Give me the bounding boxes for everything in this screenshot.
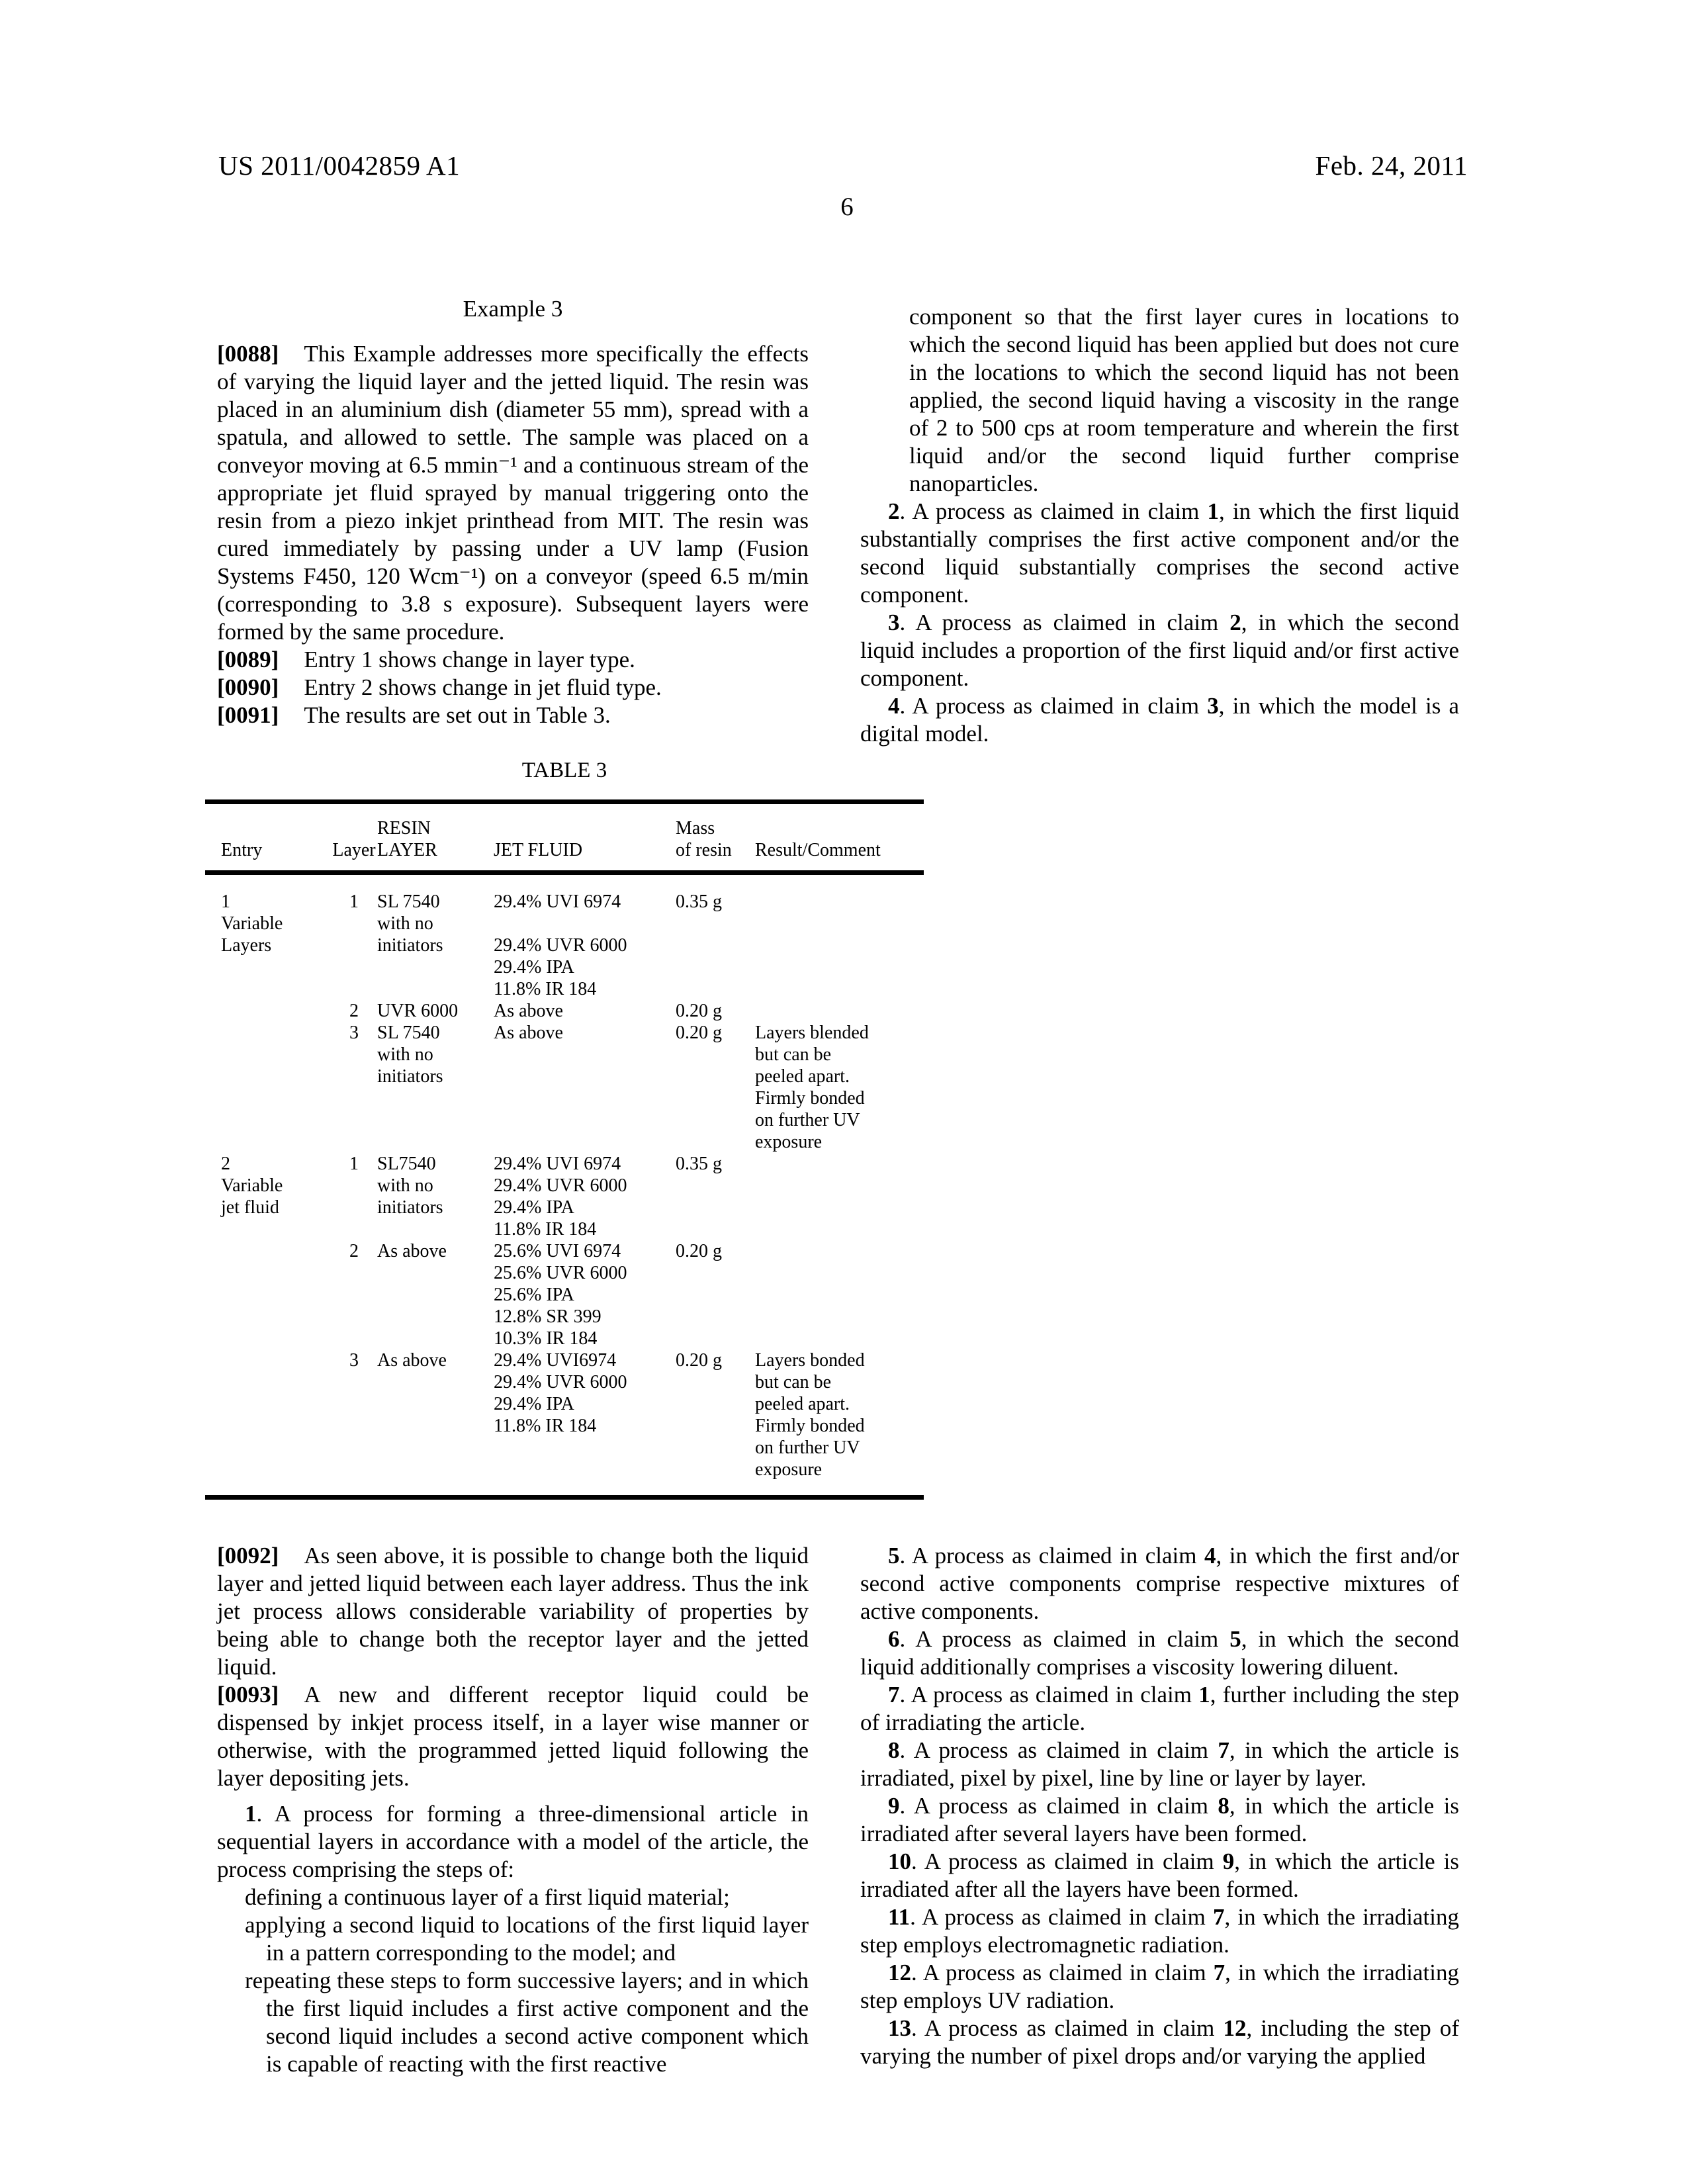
result-cell [755,1000,924,1022]
jet-cell: As above [494,1001,563,1021]
example-heading: Example 3 [463,296,563,322]
claim-1-step-applying: applying a second liquid to locations of the first liquid layer in a pattern corresponding to the model; and [245,1912,809,1966]
page-number: 6 [840,193,854,221]
claim-13: 13. A process as claimed in claim 12, including the step of varying the number of pixel drops and/or varying the applied [860,2015,1459,2069]
entry-cell [205,1349,331,1498]
mass-cell: 0.20 g [676,1001,722,1021]
table-row [205,873,924,1001]
column-header-entry: Entry [205,802,331,873]
column-header-resin-layer: RESIN LAYER [377,802,494,873]
resin-cell: As above [377,1241,447,1261]
table-row [205,1153,924,1240]
paragraph-tag: [0089] [217,647,279,672]
table-3 [205,799,924,1500]
resin-cell: SL 7540 with no initiators [377,891,443,956]
claim-9: 9. A process as claimed in claim 8, in which the article is irradiated after several layers have been formed. [860,1793,1460,1846]
result-cell [755,873,924,1001]
layer-cell: 3 [349,1350,359,1371]
claim-1: 1. A process for forming a three-dimensional article in sequential layers in accordance with a model of the article, the process comprising the steps of: [217,1801,809,1882]
paragraph-tag: [0088] [217,341,279,367]
claim-7: 7. A process as claimed in claim 1, further including the step of irradiating the article. [860,1682,1459,1735]
claim-1-step-repeating: repeating these steps to form successive layers; and in which the first liquid includes a first active component and the second liquid includes a second active component which is capable of reacting with the first reactive [245,1968,809,2077]
paragraph-0089 [217,646,809,674]
publication-date: Feb. 24, 2011 [1315,150,1468,181]
table-row [205,1000,924,1022]
paragraph-tag: [0092] [217,1543,279,1569]
table-row [205,1022,924,1153]
table-row [205,1240,924,1349]
column-header-result: Result/Comment [755,802,924,873]
table-title: TABLE 3 [521,758,607,782]
paragraph-text: As seen above, it is possible to change both the liquid layer and jetted liquid between each layer address. Thus the ink jet process allows considerable variability of properties by being able to change both the receptor layer and the jetted liquid. [217,1543,809,1680]
claim-1-continuation: component so that the first layer cures in locations to which the second liquid has been applied but does not cure in the locations to which the second liquid has not been applied, the second liquid having a viscosity in the range of 2 to 500 cps at room temperature and wherein the first liquid and/or the second liquid further comprise nanoparticles. [909,304,1459,496]
left-column-bottom [217,1542,809,2078]
result-cell: Layers bonded but can be peeled apart. Firmly bonded on further UV exposure [755,1350,865,1480]
paragraph-0093 [217,1681,809,1792]
entry-cell [205,1240,331,1349]
paragraph-text: Entry 1 shows change in layer type. [304,647,635,672]
paragraph-text: A new and different receptor liquid could be dispensed by inkjet process itself, in a layer wise manner or otherwise, with the programmed jetted liquid following the layer depositing jets. [217,1682,809,1791]
paragraph-0091 [217,702,809,729]
claim-5: 5. A process as claimed in claim 4, in which the first and/or second active components comprise respective mixtures of active components. [860,1543,1460,1624]
paragraph-text: The results are set out in Table 3. [304,702,611,728]
claim-4: 4. A process as claimed in claim 3, in which the model is a digital model. [860,693,1459,747]
entry-cell: 2 Variable jet fluid [221,1154,283,1218]
paragraph-text: Entry 2 shows change in jet fluid type. [304,674,662,700]
paragraph-0092 [217,1542,809,1681]
jet-cell: As above [494,1023,563,1043]
right-column-top [860,303,1459,748]
layer-cell: 3 [349,1023,359,1043]
left-column-top [217,295,809,729]
paragraph-0090 [217,674,809,702]
resin-cell: As above [377,1350,447,1371]
mass-cell: 0.20 g [676,1350,722,1371]
paragraph-0088 [217,340,809,646]
layer-cell: 1 [349,891,359,912]
claim-11: 11. A process as claimed in claim 7, in which the irradiating step employs electromagnetic radiation. [860,1904,1460,1958]
claim-8: 8. A process as claimed in claim 7, in which the article is irradiated, pixel by pixel, line by line or layer by layer. [860,1737,1460,1791]
right-column-bottom [860,1542,1459,2070]
jet-cell: 29.4% UVI 6974 29.4% UVR 6000 29.4% IPA 11.8% IR 184 [494,1154,627,1240]
entry-cell: 1 Variable Layers [221,891,283,956]
jet-cell: 29.4% UVI 6974 29.4% UVR 6000 29.4% IPA 11.8% IR 184 [494,891,627,999]
paragraph-tag: [0090] [217,674,279,700]
mass-cell: 0.35 g [676,891,722,912]
entry-cell [205,1022,331,1153]
mass-cell: 0.20 g [676,1241,722,1261]
claim-12: 12. A process as claimed in claim 7, in which the irradiating step employs UV radiation. [860,1960,1460,2013]
column-header-mass: Mass of resin [676,802,755,873]
publication-number: US 2011/0042859 A1 [218,150,461,181]
column-header-layer: Layer [331,802,377,873]
table-header-row [205,802,924,873]
layer-cell: 1 [349,1154,359,1174]
resin-cell: SL 7540 with no initiators [377,1023,443,1087]
result-cell [755,1153,924,1240]
paragraph-tag: [0091] [217,702,279,728]
column-header-jet-fluid: JET FLUID [494,802,676,873]
jet-cell: 25.6% UVI 6974 25.6% UVR 6000 25.6% IPA 12.8% SR 399 10.3% IR 184 [494,1241,627,1349]
mass-cell: 0.35 g [676,1154,722,1174]
resin-cell: UVR 6000 [377,1001,459,1021]
resin-cell: SL7540 with no initiators [377,1154,443,1218]
layer-cell: 2 [349,1001,359,1021]
mass-cell: 0.20 g [676,1023,722,1043]
table-row [205,1349,924,1498]
layer-cell: 2 [349,1241,359,1261]
claim-1-step-defining: defining a continuous layer of a first liquid material; [245,1884,730,1910]
paragraph-tag: [0093] [217,1682,279,1707]
entry-cell [205,1000,331,1022]
claim-10: 10. A process as claimed in claim 9, in which the article is irradiated after all the layers have been formed. [860,1848,1460,1902]
claim-2: 2. A process as claimed in claim 1, in which the first liquid substantially comprises the first active component and/or the second liquid substantially comprises the second active component. [860,498,1459,608]
result-cell: Layers blended but can be peeled apart. Firmly bonded on further UV exposure [755,1023,869,1152]
jet-cell: 29.4% UVI6974 29.4% UVR 6000 29.4% IPA 11.8% IR 184 [494,1350,627,1436]
claim-3: 3. A process as claimed in claim 2, in which the second liquid includes a proportion of the first liquid and/or first active component. [860,610,1459,691]
claim-6: 6. A process as claimed in claim 5, in which the second liquid additionally comprises a viscosity lowering diluent. [860,1626,1459,1680]
result-cell [755,1240,924,1349]
paragraph-text: This Example addresses more specifically the effects of varying the liquid layer and the jetted liquid. The resin was placed in an aluminium dish (diameter 55 mm), spread with a spatula, and allowed to settle. The sample was placed on a conveyor moving at 6.5 mmin⁻¹ and a continuous stream of the appropriate jet fluid sprayed by manual triggering onto the resin from a piezo inkjet printhead from MIT. The resin was cured immediately by passing under a UV lamp (Fusion Systems F450, 120 Wcm⁻¹) on a conveyor (speed 6.5 m/min (corresponding to 3.8 s exposure). Subsequent layers were formed by the same procedure. [217,341,809,645]
